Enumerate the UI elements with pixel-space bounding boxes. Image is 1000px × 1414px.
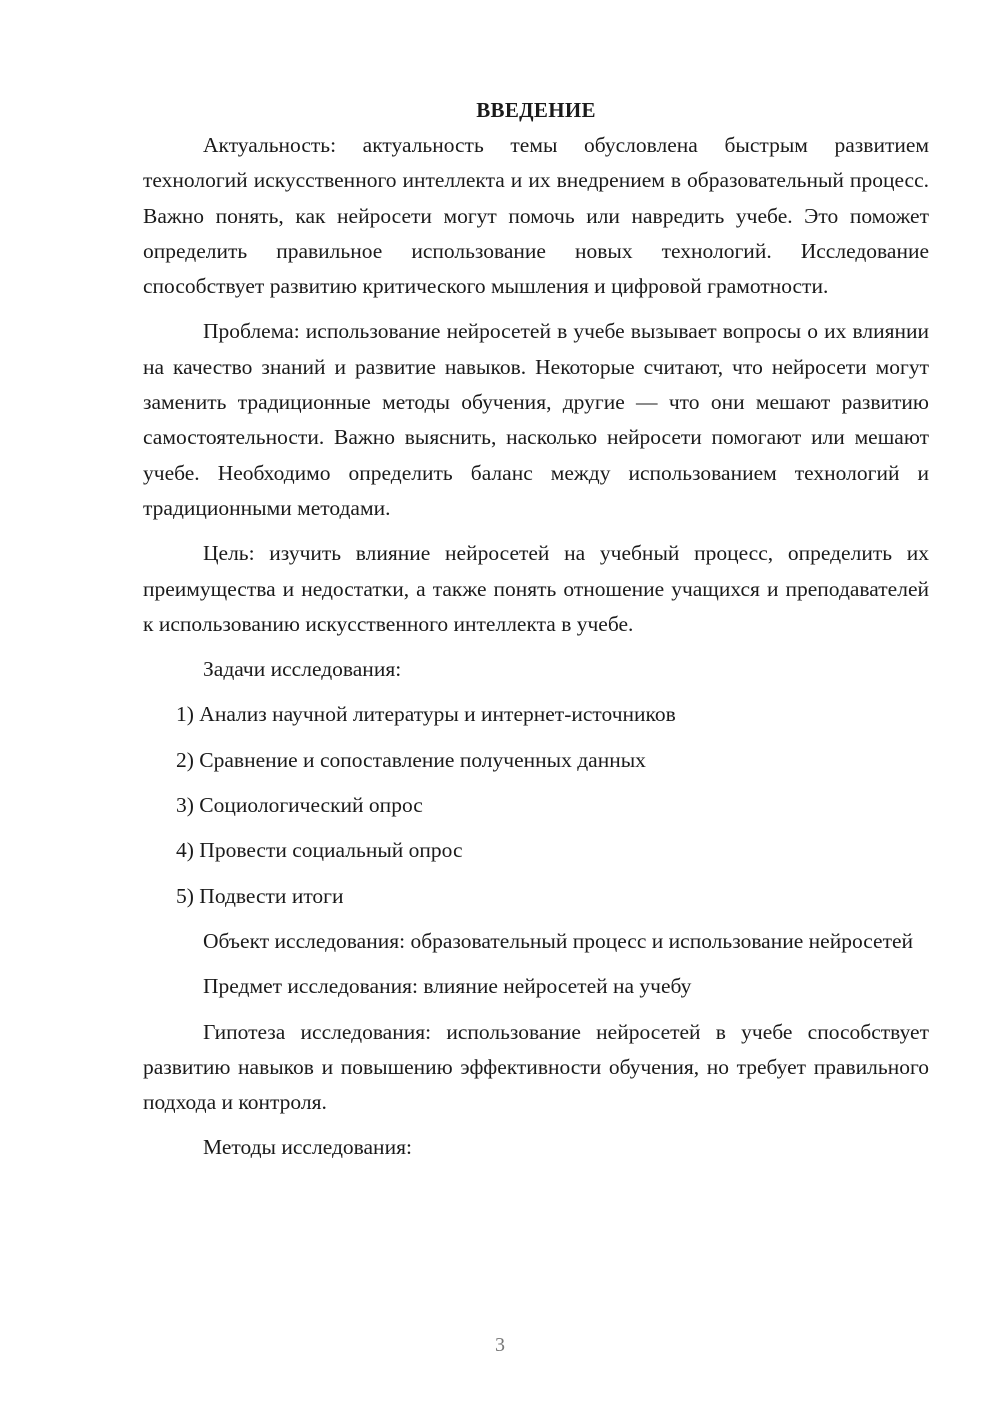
list-item-text: Провести социальный опрос [199, 838, 463, 863]
tasks-list [143, 697, 929, 913]
paragraph-problem: Проблема: использование нейросетей в учебе вызывает вопросы о их влиянии на качество знаний и развитие навыков. Некоторые считают, что нейросети могут заменить традиционные методы обучения, другие — что они мешают развитию самостоятельности. Важно выяснить, насколько нейросети помогают или мешают учебе. Необходимо определить баланс между использованием технологий и традиционными методами. [143, 319, 929, 520]
list-item-number: 2) [176, 747, 194, 772]
list-item-text: Подвести итоги [199, 883, 344, 908]
list-item-text: Сравнение и сопоставление полученных данных [199, 747, 646, 772]
paragraph-goal: Цель: изучить влияние нейросетей на учебный процесс, определить их преимущества и недостатки, а также понять отношение учащихся и преподавателей к использованию искусственного интеллекта в учебе. [143, 541, 929, 636]
page-number: 3 [495, 1334, 505, 1356]
list-item-text: Анализ научной литературы и интернет-источников [199, 702, 676, 727]
list-item-number: 3) [176, 793, 194, 818]
list-item [143, 879, 929, 914]
methods-heading: Методы исследования: [203, 1135, 412, 1160]
paragraph-hypothesis: Гипотеза исследования: использование нейросетей в учебе способствует развитию навыков и повышению эффективности обучения, но требует правильного подхода и контроля. [143, 1019, 929, 1115]
list-item-number: 5) [176, 883, 194, 908]
list-item-number: 1) [176, 702, 194, 727]
page-content [143, 94, 929, 1176]
list-item [143, 788, 929, 823]
paragraph-relevance: Актуальность: актуальность темы обусловлена быстрым развитием технологий искусственного интеллекта и их внедрением в образовательный процесс. Важно понять, как нейросети могут помочь или навредить учебе. Это поможет определить правильное использование новых технологий. Исследование способствует развитию критического мышления и цифровой грамотности. [143, 133, 929, 299]
list-item [143, 697, 929, 732]
paragraph-object: Объект исследования: образовательный процесс и использование нейросетей [203, 928, 914, 953]
list-item-text: Социологический опрос [199, 793, 423, 818]
list-item [143, 833, 929, 868]
tasks-heading: Задачи исследования: [203, 657, 402, 682]
section-title: ВВЕДЕНИЕ [476, 98, 596, 122]
list-item-number: 4) [176, 838, 194, 863]
list-item [143, 743, 929, 778]
paragraph-subject: Предмет исследования: влияние нейросетей на учебу [203, 974, 692, 999]
